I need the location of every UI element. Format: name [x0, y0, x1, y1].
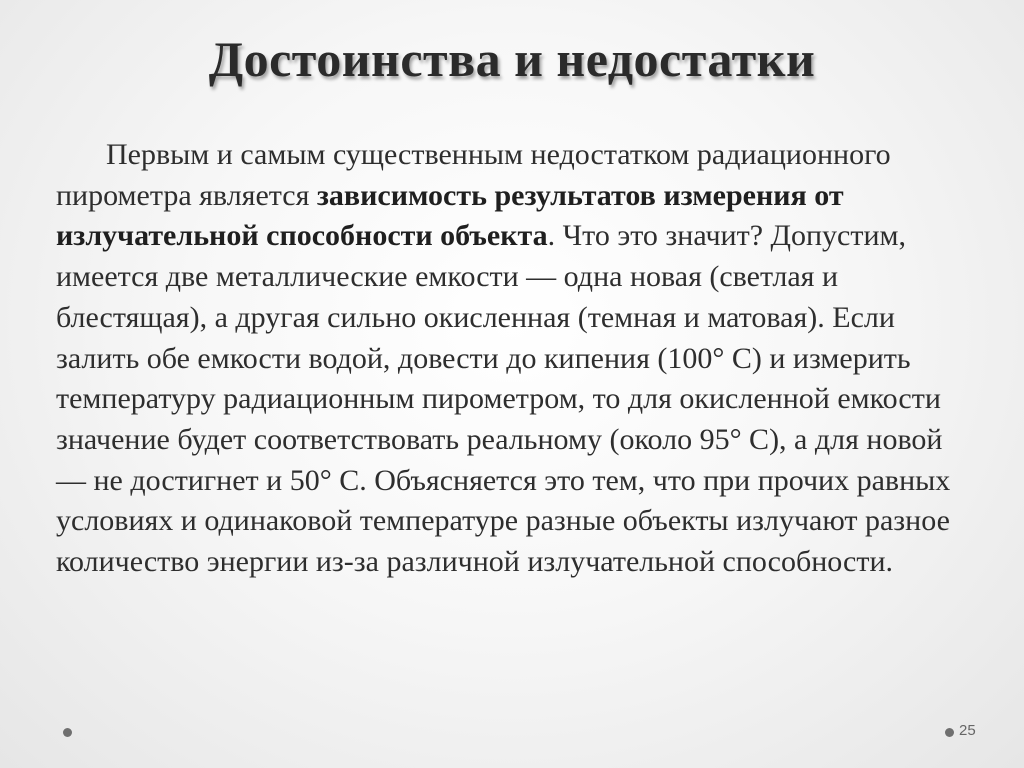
paragraph-emphasis: зависимость результатов измерения от излучательной способности объекта [56, 178, 844, 253]
right-decorative-dot [945, 728, 954, 737]
slide-title: Достоинства и недостатки [208, 31, 816, 87]
body-paragraph [56, 135, 976, 583]
slide-number: 25 [959, 722, 976, 739]
paragraph-text-start: Первым и самым существенным недостатком радиационного пирометра является [56, 138, 891, 212]
paragraph-text-end: . Что это значит? Допустим, имеется две металлические емкости — одна новая (светлая и блестящая), а другая сильно окисленная (темная и матовая). Если залить обе емкости водой, довести до кипения (100° С) и измерить температуру радиационным пирометром, то для окисленной емкости значение будет соответствовать реальному (около 95° С), а для новой — не достигнет и 50° С. Объясняется это тем, что при прочих равных условиях и одинаковой температуре разные объекты излучают разное количество энергии из-за различной излучательной способности. [56, 219, 951, 579]
left-decorative-dot [63, 728, 72, 737]
